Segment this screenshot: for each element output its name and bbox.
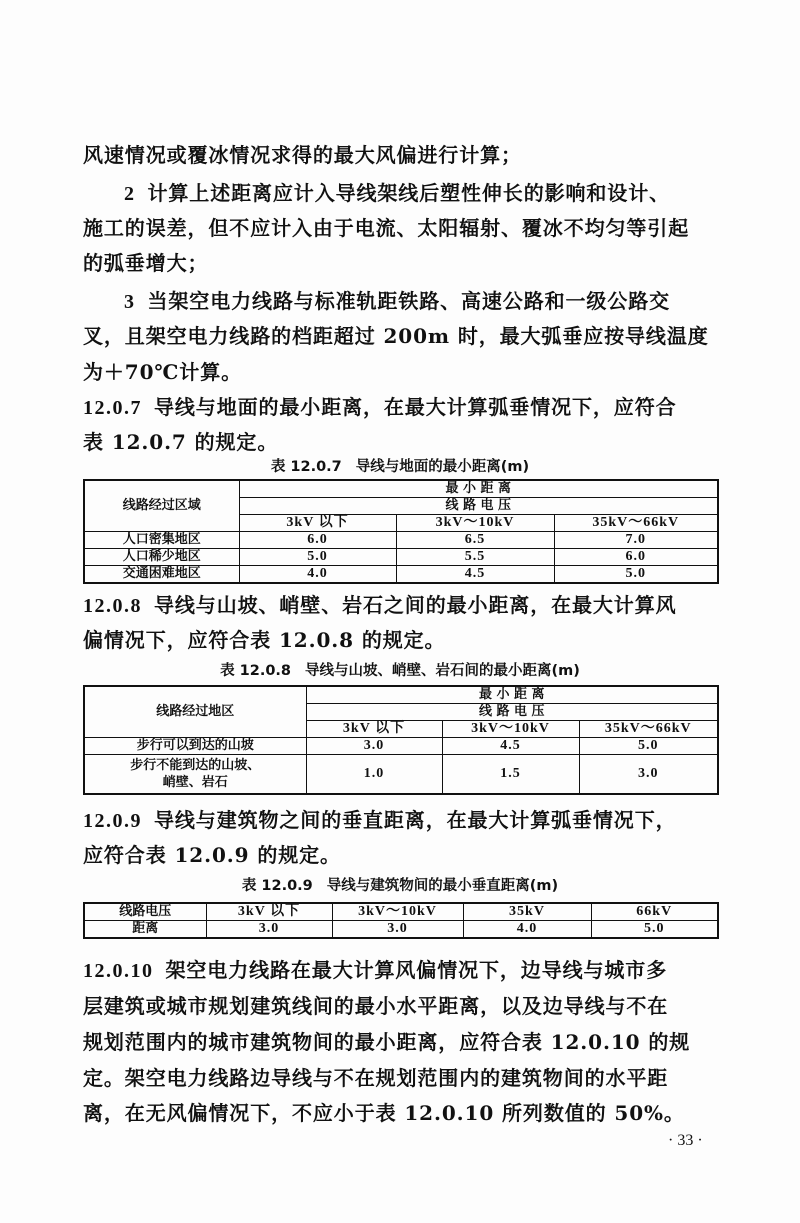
row-label: 交通困难地区 [84, 566, 239, 584]
column-header: 35kV [463, 903, 591, 921]
row-label: 距离 [84, 921, 206, 939]
cell: 4.5 [396, 566, 554, 584]
row-label: 线路电压 [84, 903, 206, 921]
column-header: 66kV [591, 903, 718, 921]
cell: 3.0 [206, 921, 332, 939]
clause-12-0-9 [83, 808, 723, 833]
table-row [84, 566, 718, 584]
group-header: 线 路 电 压 [306, 704, 718, 721]
text-line: 表 12.0.7 的规定。 [83, 430, 279, 454]
text: 计算上述距离应计入导线架线后塑性伸长的影响和设计、 [147, 181, 670, 205]
text-line: 层建筑或城市规划建筑线间的最小水平距离，以及边导线与不在 [83, 994, 669, 1018]
cell: 3.0 [579, 755, 718, 795]
cell: 1.0 [306, 755, 442, 795]
column-header: 3kV～10kV [332, 903, 463, 921]
clause-number: 12.0.9 [83, 810, 142, 832]
row-label: 人口密集地区 [84, 532, 239, 549]
text-line: 叉，且架空电力线路的档距超过 200m 时，最大弧垂应按导线温度 [83, 324, 709, 348]
item-number: 3 [124, 291, 136, 313]
column-header: 3kV 以下 [239, 515, 396, 532]
table-row [84, 921, 718, 939]
group-header: 最 小 距 离 [306, 686, 718, 704]
cell: 5.5 [396, 549, 554, 566]
cell: 6.5 [396, 532, 554, 549]
row-header: 线路经过区域 [84, 480, 239, 532]
table-number: 表 12.0.8 [220, 663, 292, 679]
table-caption [0, 874, 800, 895]
text-line: 为＋70℃计算。 [83, 360, 242, 384]
text-line: 施工的误差，但不应计入由于电流、太阳辐射、覆冰不均匀等引起 [83, 216, 690, 240]
text-line: 规划范围内的城市建筑物间的最小距离，应符合表 12.0.10 的规 [83, 1030, 691, 1054]
table-title: 导线与建筑物间的最小垂直距离(m) [326, 878, 559, 894]
column-header: 3kV～10kV [396, 515, 554, 532]
table-row [84, 532, 718, 549]
group-header: 最 小 距 离 [239, 480, 718, 498]
clause-number: 12.0.7 [83, 397, 142, 419]
table-12-0-7 [83, 479, 719, 584]
row-label: 人口稀少地区 [84, 549, 239, 566]
item-2-line [124, 181, 764, 206]
cell: 6.0 [554, 549, 718, 566]
clause-12-0-7 [83, 395, 723, 420]
text: 架空电力线路在最大计算风偏情况下，边导线与城市多 [165, 958, 668, 982]
cell: 7.0 [554, 532, 718, 549]
cell: 1.5 [442, 755, 579, 795]
column-header: 3kV～10kV [442, 721, 579, 738]
group-header: 线 路 电 压 [239, 498, 718, 515]
text: 导线与建筑物之间的垂直距离，在最大计算弧垂情况下， [154, 808, 677, 832]
table-title: 导线与地面的最小距离(m) [355, 459, 530, 475]
table-title: 导线与山坡、峭壁、岩石间的最小距离(m) [305, 663, 580, 679]
row-header: 线路经过地区 [84, 686, 306, 738]
text-line: 风速情况或覆冰情况求得的最大风偏进行计算； [83, 143, 522, 167]
table-row [84, 755, 718, 795]
table-row [84, 903, 718, 921]
table-caption [0, 659, 800, 680]
clause-number: 12.0.8 [83, 595, 142, 617]
text-line: 定。架空电力线路边导线与不在规划范围内的建筑物间的水平距 [83, 1066, 669, 1090]
clause-12-0-8 [83, 593, 723, 618]
column-header: 3kV 以下 [206, 903, 332, 921]
text-line: 应符合表 12.0.9 的规定。 [83, 843, 341, 867]
page-number: · 33 · [668, 1132, 703, 1149]
cell: 4.0 [463, 921, 591, 939]
text: 导线与山坡、峭壁、岩石之间的最小距离，在最大计算风 [154, 593, 677, 617]
table-row [84, 738, 718, 755]
table-12-0-9 [83, 902, 719, 939]
clause-number: 12.0.10 [83, 960, 154, 982]
cell: 5.0 [239, 549, 396, 566]
cell: 5.0 [591, 921, 718, 939]
cell: 5.0 [579, 738, 718, 755]
table-row [84, 549, 718, 566]
cell: 3.0 [306, 738, 442, 755]
cell: 4.0 [239, 566, 396, 584]
table-12-0-8 [83, 685, 719, 795]
cell: 5.0 [554, 566, 718, 584]
item-3-line [124, 289, 764, 314]
text: 当架空电力线路与标准轨距铁路、高速公路和一级公路交 [147, 289, 670, 313]
cell: 4.5 [442, 738, 579, 755]
column-header: 35kV～66kV [554, 515, 718, 532]
table-number: 表 12.0.7 [270, 459, 342, 475]
column-header: 35kV～66kV [579, 721, 718, 738]
text-line: 偏情况下，应符合表 12.0.8 的规定。 [83, 628, 446, 652]
clause-12-0-10 [83, 958, 723, 983]
text-line: 的弧垂增大； [83, 251, 209, 275]
row-label: 步行不能到达的山坡、峭壁、岩石 [84, 755, 306, 795]
cell: 3.0 [332, 921, 463, 939]
table-number: 表 12.0.9 [241, 878, 313, 894]
table-caption [0, 455, 800, 476]
cell: 6.0 [239, 532, 396, 549]
row-label: 步行可以到达的山坡 [84, 738, 306, 755]
text: 导线与地面的最小距离，在最大计算弧垂情况下，应符合 [154, 395, 677, 419]
item-number: 2 [124, 183, 136, 205]
column-header: 3kV 以下 [306, 721, 442, 738]
text-line: 离，在无风偏情况下，不应小于表 12.0.10 所列数值的 50%。 [83, 1101, 685, 1125]
